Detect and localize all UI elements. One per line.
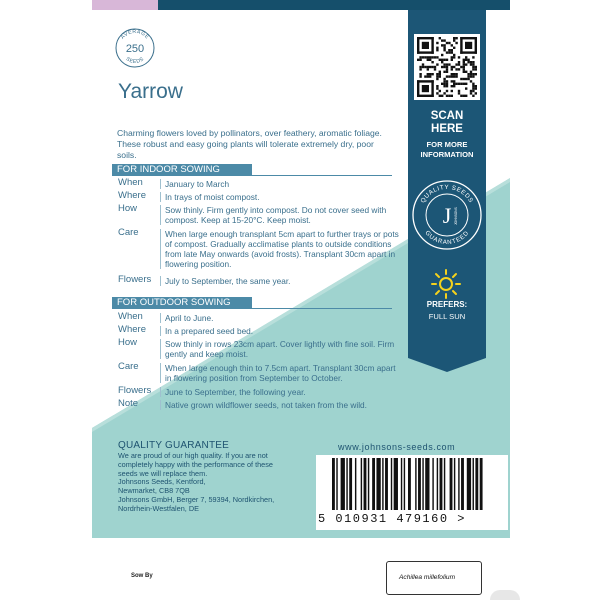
guarantee-line: seeds we will replace them. — [118, 468, 208, 478]
sidebar-point — [408, 358, 486, 372]
row-label: When — [118, 311, 143, 322]
website-link[interactable]: www.johnsons-seeds.com — [338, 442, 456, 452]
svg-text:GUARANTEED — [423, 229, 470, 246]
row-value: Sow thinly. Firm gently into compost. Do not cover seed with compost. Keep at 15-20°C. Keep moist. — [160, 205, 400, 225]
row-label: Care — [118, 361, 139, 372]
scan-line-2: HERE — [431, 123, 463, 135]
badge-bottom-text: SEEDS — [124, 56, 146, 66]
guarantee-title: QUALITY GUARANTEE — [118, 440, 230, 451]
barcode-icon — [332, 458, 484, 510]
indoor-section-divider — [112, 175, 392, 176]
barcode-bar — [332, 458, 335, 510]
barcode-bar — [467, 458, 471, 510]
row-label: Where — [118, 324, 146, 335]
latin-name: Achillea millefolium — [399, 574, 456, 581]
guarantee-line: Newmarket, CB8 7QB — [118, 486, 190, 496]
barcode-group-2: 479160 — [396, 512, 449, 526]
barcode-number — [318, 512, 466, 526]
barcode-bar — [480, 458, 483, 510]
barcode-bar — [401, 458, 402, 510]
top-accent-bar — [92, 0, 158, 10]
full-sun-label: FULL SUN — [428, 312, 466, 321]
barcode-bar — [404, 458, 405, 510]
barcode-lead-digit: 5 — [318, 512, 327, 526]
row-value: Sow thinly in rows 23cm apart. Cover lightly with fine soil. Firm gently and keep moist. — [160, 339, 400, 359]
barcode-bar — [415, 458, 416, 510]
barcode-bar — [440, 458, 443, 510]
photo-edge — [490, 590, 520, 600]
row-label: Where — [118, 190, 146, 201]
barcode-bar — [349, 458, 352, 510]
row-value: April to June. — [160, 313, 400, 323]
svg-text:AVERAGE — [120, 29, 150, 41]
barcode-bar — [368, 458, 369, 510]
barcode-bar — [437, 458, 438, 510]
scan-sub-line-2: INFORMATION — [420, 149, 474, 159]
seed-count-badge — [113, 26, 157, 70]
guarantee-line: Johnsons GmbH, Berger 7, 59394, Nordkirchen, — [118, 494, 275, 504]
row-label: Flowers — [118, 385, 152, 396]
barcode-bar — [394, 458, 398, 510]
barcode-bar — [418, 458, 421, 510]
row-value: In trays of moist compost. — [160, 192, 400, 202]
prefers-label: PREFERS: — [426, 300, 468, 309]
scan-here-label — [408, 110, 486, 136]
scan-line-1: SCAN — [430, 110, 464, 122]
seal-bottom-text: GUARANTEED — [423, 229, 471, 247]
row-label: How — [118, 203, 138, 214]
sow-by-label: Sow By — [131, 573, 153, 579]
sun-icon — [430, 268, 462, 300]
top-brand-bar — [158, 0, 510, 10]
quality-seal-icon — [410, 178, 484, 252]
row-label: Care — [118, 227, 139, 238]
guarantee-text — [118, 452, 308, 514]
barcode-bar — [346, 458, 347, 510]
barcode-bar — [458, 458, 459, 510]
row-value: When large enough transplant 5cm apart to further trays or pots of compost. Gradually acclimatise plants to outside conditions from late May onwards (avoid frosts). Transplant 30cm apart in flowering position. — [160, 229, 400, 269]
barcode-bar — [454, 458, 455, 510]
badge-count: 250 — [125, 43, 145, 55]
barcode-trail-mark: > — [457, 512, 466, 526]
barcode-bar — [364, 458, 367, 510]
seal-top-text: QUALITY SEEDS — [419, 183, 475, 205]
seal-mark: J — [442, 203, 452, 228]
barcode-bar — [461, 458, 464, 510]
outdoor-section-header: FOR OUTDOOR SOWING — [112, 297, 252, 309]
barcode-bar — [385, 458, 388, 510]
badge-top-text: AVERAGE — [119, 28, 151, 41]
scan-subtitle — [408, 140, 486, 159]
page-title: Yarrow — [118, 80, 183, 103]
barcode-bar — [336, 458, 337, 510]
outdoor-section-divider — [112, 308, 392, 309]
row-value: Native grown wildflower seeds, not taken from the wild. — [160, 400, 400, 410]
barcode-bar — [361, 458, 362, 510]
row-value: June to September, the following year. — [160, 387, 400, 397]
guarantee-line: Johnsons Seeds, Kentford, — [118, 477, 206, 487]
row-label: How — [118, 337, 138, 348]
row-value: January to March — [160, 179, 400, 189]
row-label: Flowers — [118, 274, 152, 285]
barcode-bar — [355, 458, 356, 510]
barcode-bar — [450, 458, 453, 510]
row-label: When — [118, 177, 143, 188]
barcode-bar — [341, 458, 345, 510]
barcode-bar — [473, 458, 474, 510]
barcode-group-1: 010931 — [335, 512, 388, 526]
qr-code-icon[interactable] — [414, 34, 480, 100]
scan-sub-line-1: FOR MORE — [426, 140, 468, 149]
guarantee-line: completely happy with the performance of these — [118, 459, 273, 469]
barcode-bar — [408, 458, 411, 510]
indoor-section-header: FOR INDOOR SOWING — [112, 164, 252, 176]
barcode-bar — [422, 458, 423, 510]
intro-text: Charming flowers loved by pollinators, over feathery, aromatic foliage. These robust and easy going plants will tolerate extremely dry, poor soils. — [117, 128, 382, 160]
guarantee-line: Nordrhein-Westfalen, DE — [118, 503, 199, 513]
barcode-bar — [444, 458, 445, 510]
row-label: Note — [118, 398, 139, 409]
row-value: July to September, the same year. — [160, 276, 400, 286]
seal-side-text: JOHNSONS — [454, 207, 458, 225]
barcode-bar — [391, 458, 392, 510]
barcode-bar — [372, 458, 375, 510]
svg-text:SEEDS — [125, 56, 146, 65]
row-value: When large enough thin to 7.5cm apart. Transplant 30cm apart in flowering position from September to October. — [160, 363, 400, 383]
barcode-bar — [475, 458, 478, 510]
row-value: In a prepared seed bed. — [160, 326, 400, 336]
guarantee-line: We are proud of our high quality. If you are not — [118, 451, 268, 460]
barcode-bar — [432, 458, 433, 510]
barcode-bar — [425, 458, 429, 510]
barcode-bar — [382, 458, 383, 510]
barcode-bar — [376, 458, 380, 510]
